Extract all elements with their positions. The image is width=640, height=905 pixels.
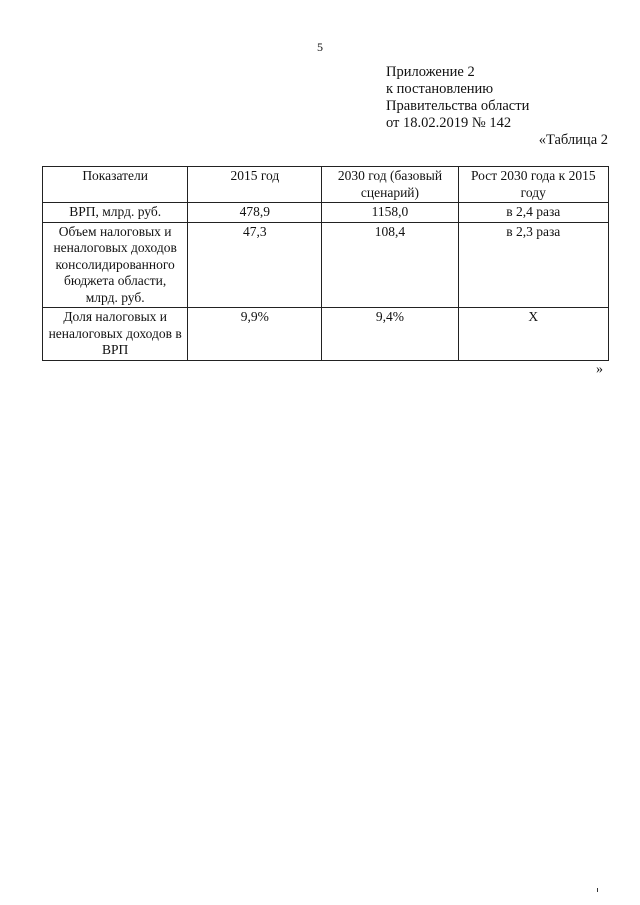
scan-mark	[597, 888, 598, 892]
row-grp-2015: 478,9	[188, 203, 322, 223]
table-row	[43, 222, 609, 308]
row-share-2015: 9,9%	[188, 308, 322, 361]
appendix-line-2: к постановлению	[386, 81, 494, 97]
header-2030: 2030 год (базовый сценарий)	[322, 167, 458, 203]
header-growth: Рост 2030 года к 2015 году	[458, 167, 608, 203]
appendix-line-3: Правительства области	[386, 98, 530, 114]
header-indicators: Показатели	[43, 167, 188, 203]
table-label: «Таблица 2	[538, 132, 608, 148]
indicators-table	[42, 166, 609, 361]
table-row	[43, 308, 609, 361]
row-grp-2030: 1158,0	[322, 203, 458, 223]
row-grp-growth: в 2,4 раза	[458, 203, 608, 223]
closing-quote: »	[596, 362, 603, 377]
row-share-2030: 9,4%	[322, 308, 458, 361]
appendix-line-4: от 18.02.2019 № 142	[386, 115, 512, 131]
row-revenue-2015: 47,3	[188, 222, 322, 308]
appendix-line-1: Приложение 2	[386, 64, 475, 80]
row-revenue-indicator: Объем налоговых и неналоговых доходов консолидированного бюджета области, млрд. руб.	[43, 222, 188, 308]
appendix-header	[386, 64, 529, 132]
row-revenue-growth: в 2,3 раза	[458, 222, 608, 308]
row-revenue-2030: 108,4	[322, 222, 458, 308]
row-share-indicator: Доля налоговых и неналоговых доходов в ВРП	[43, 308, 188, 361]
row-share-growth: X	[458, 308, 608, 361]
table-header-row	[43, 167, 609, 203]
table-row	[43, 203, 609, 223]
header-2015: 2015 год	[188, 167, 322, 203]
page-number: 5	[317, 40, 323, 54]
row-grp-indicator: ВРП, млрд. руб.	[43, 203, 188, 223]
